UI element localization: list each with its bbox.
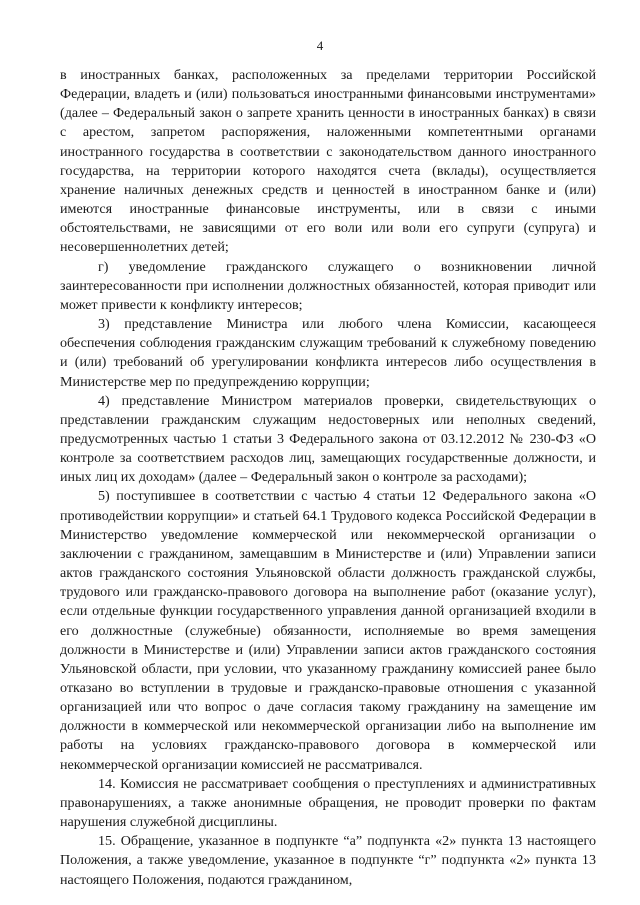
paragraph-item-g: г) уведомление гражданского служащего о возникновении личной заинтересованности при исполнении должностных обязанностей, которая приводит или может привести к конфликту интересов; bbox=[60, 258, 596, 313]
paragraph-item-15: 15. Обращение, указанное в подпункте “а” подпункта «2» пункта 13 настоящего Положения, а также уведомление, указанное в подпункте “г” подпункта «2» пункта 13 настоящего Положения, подаются гражданином, bbox=[60, 833, 596, 888]
paragraph-item-5: 5) поступившее в соответствии с частью 4 статьи 12 Федерального закона «О противодействии коррупции» и статьей 64.1 Трудового кодекса Российской Федерации в Министерство уведомление коммерческой или некоммерческой организации о заключении с гражданином, замещавшим в Министерстве и (или) Управлении записи актов гражданского состояния Ульяновской области должность гражданской службы, трудового или гражданско-правового договора на выполнение работ (оказание услуг), если отдельные функции государственного управления данной организацией входили в его должностные (служебные) обязанности, исполняемые во время замещения должности в Министерстве и (или) Управлении записи актов гражданского состояния Ульяновской области, при условии, что указанному гражданину комиссией ранее было отказано во вступлении в трудовые и гражданско-правовые отношения с указанной организацией или что вопрос о даче согласия такому гражданину на замещение им должности в коммерческой или некоммерческой организации либо на выполнение им работы на условиях гражданско-правового договора в коммерческой или некоммерческой организации комиссией не рассматривался. bbox=[60, 488, 596, 773]
document-body bbox=[60, 66, 596, 890]
paragraph-continuation: в иностранных банках, расположенных за пределами территории Российской Федерации, владеть и (или) пользоваться иностранными финансовыми инструментами» (далее – Федеральный закон о запрете хранить ценности в иностранных банках) в связи с арестом, запретом распоряжения, наложенными компетентными органами иностранного государства в соответствии с законодательством данного иностранного государства, на территории которого находятся счета (вклады), осуществляется хранение наличных денежных средств и ценностей в иностранном банке и (или) имеются иностранные финансовые инструменты, или в связи с иными обстоятельствами, не зависящими от его воли или воли его супруги (супруга) и несовершеннолетних детей; bbox=[60, 67, 596, 256]
page-number: 4 bbox=[316, 38, 324, 53]
paragraph-item-3: 3) представление Министра или любого члена Комиссии, касающееся обеспечения соблюдения гражданским служащим требований к служебному поведению и (или) требований об урегулировании конфликта интересов либо осуществления в Министерстве мер по предупреждению коррупции; bbox=[60, 316, 596, 390]
paragraph-item-4: 4) представление Министром материалов проверки, свидетельствующих о представлении гражданским служащим недостоверных или неполных сведений, предусмотренных частью 1 статьи 3 Федерального закона от 03.12.2012 № 230-ФЗ «О контроле за соответствием расходов лиц, замещающих государственные должности, и иных лиц их доходам» (далее – Федеральный закон о контроле за расходами); bbox=[60, 392, 596, 486]
paragraph-item-14: 14. Комиссия не рассматривает сообщения о преступлениях и административных правонарушениях, а также анонимные обращения, не проводит проверки по фактам нарушения служебной дисциплины. bbox=[60, 775, 596, 831]
